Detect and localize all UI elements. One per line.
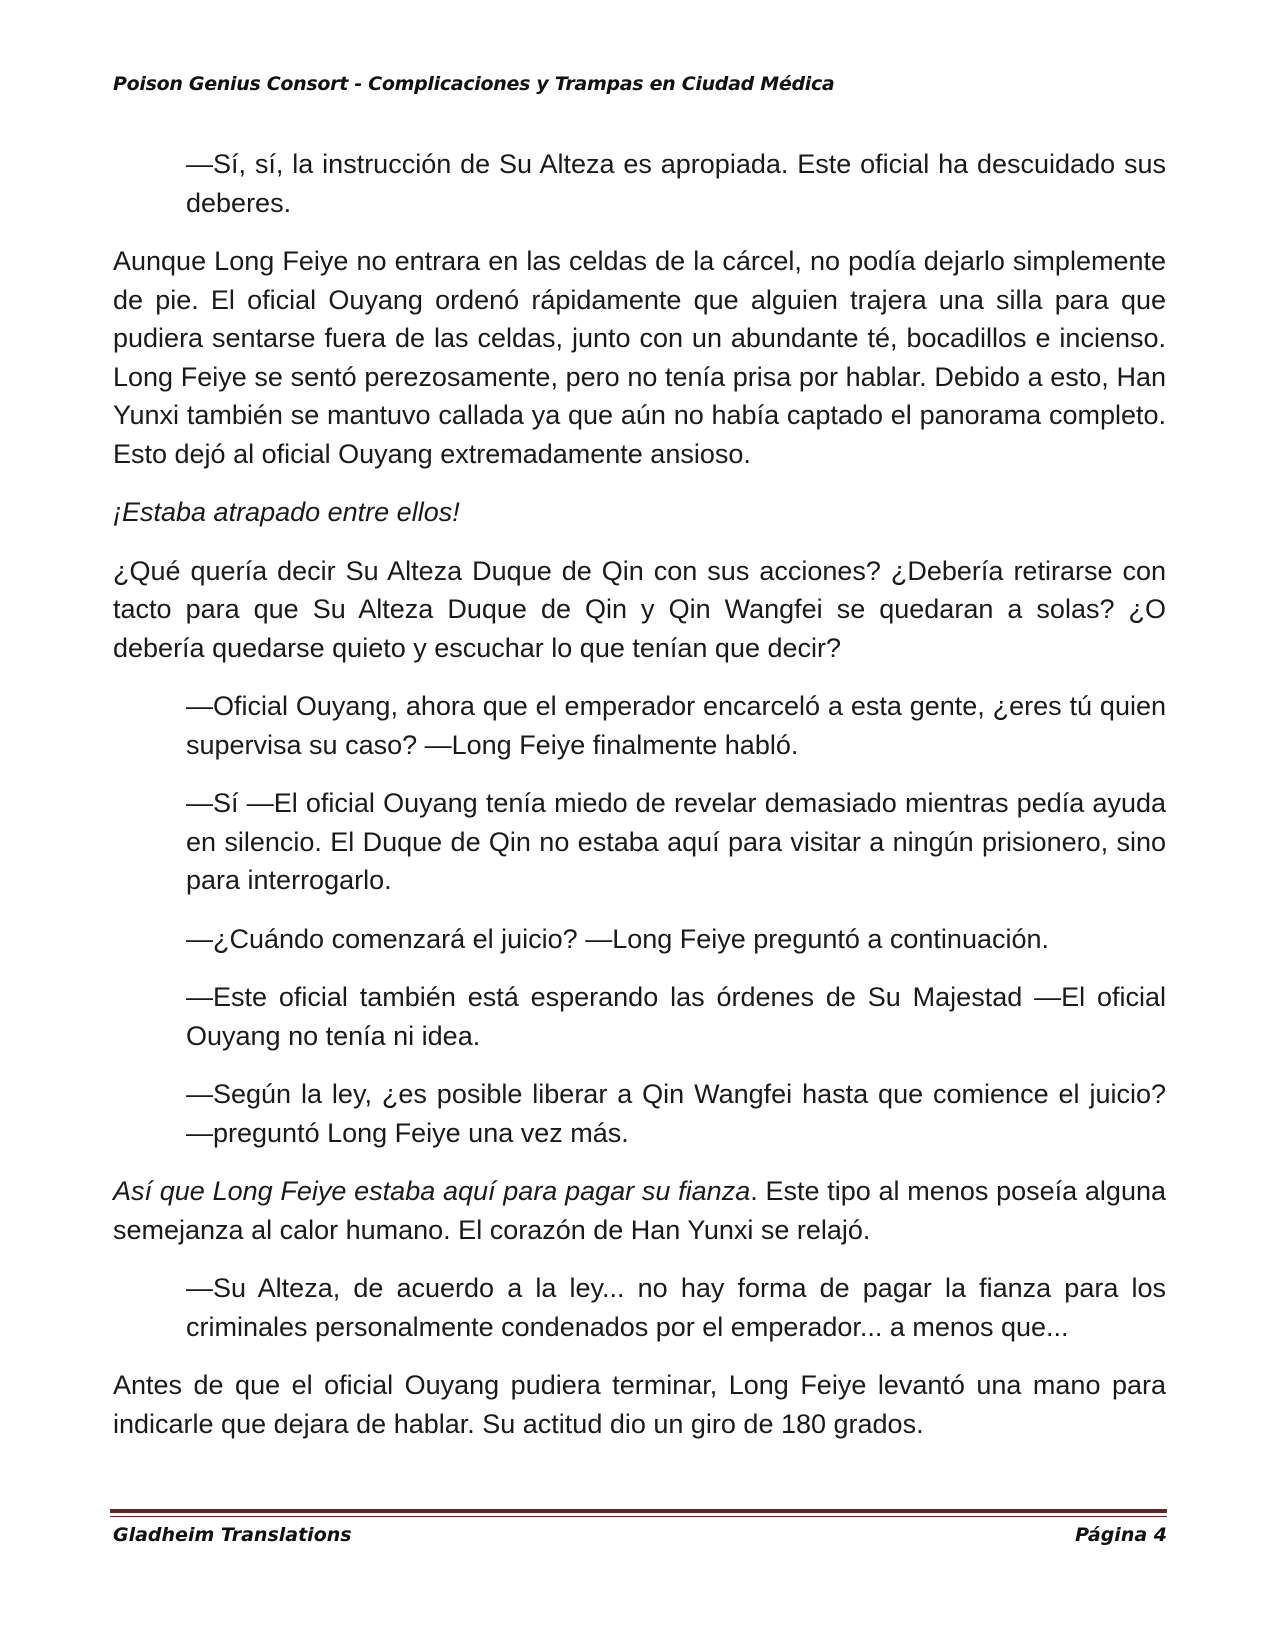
paragraph-5: —Oficial Ouyang, ahora que el emperador encarceló a esta gente, ¿eres tú quien supervisa su caso? —Long Feiye finalmente habló. <box>186 691 1166 760</box>
paragraph-2: Aunque Long Feiye no entrara en las celdas de la cárcel, no podía dejarlo simplemente de pie. El oficial Ouyang ordenó rápidamente que alguien trajera una silla para que pudiera sentarse fuera de las celdas, junto con un abundante té, bocadillos e incienso. Long Feiye se sentó perezosamente, pero no tenía prisa por hablar. Debido a esto, Han Yunxi también se mantuvo callada ya que aún no había captado el panorama completo. Esto dejó al oficial Ouyang extremadamente ansioso. <box>113 246 1166 469</box>
paragraph-10-rest: . Este tipo al menos poseía alguna semejanza al calor humano. El corazón de Han Yunxi se relajó. <box>113 1176 1166 1245</box>
paragraph-3: ¡Estaba atrapado entre ellos! <box>113 497 460 527</box>
paragraph-4: ¿Qué quería decir Su Alteza Duque de Qin con sus acciones? ¿Debería retirarse con tacto para que Su Alteza Duque de Qin y Qin Wangfei se quedaran a solas? ¿O debería quedarse quieto y escuchar lo que tenían que decir? <box>113 555 1166 663</box>
paragraph-8: —Este oficial también está esperando las órdenes de Su Majestad —El oficial Ouyang no tenía ni idea. <box>186 982 1166 1051</box>
running-header: Poison Genius Consort - Complicaciones y Trampas en Ciudad Médica <box>113 73 835 95</box>
paragraph-11: —Su Alteza, de acuerdo a la ley... no hay forma de pagar la fianza para los criminales personalmente condenados por el emperador... a menos que... <box>186 1273 1166 1342</box>
paragraph-1: —Sí, sí, la instrucción de Su Alteza es apropiada. Este oficial ha descuidado sus deberes. <box>186 149 1166 218</box>
body-text <box>113 145 1166 1463</box>
paragraph-7: —¿Cuándo comenzará el juicio? —Long Feiye preguntó a continuación. <box>186 923 1050 954</box>
footer-publisher: Gladheim Translations <box>113 1524 352 1546</box>
footer-rule-thin <box>110 1516 1167 1517</box>
paragraph-9: —Según la ley, ¿es posible liberar a Qin Wangfei hasta que comience el juicio? —preguntó Long Feiye una vez más. <box>186 1079 1166 1148</box>
paragraph-10 <box>113 1172 1166 1249</box>
footer-page-number: Página 4 <box>1075 1524 1167 1546</box>
paragraph-10-italic-lead: Así que Long Feiye estaba aquí para pagar su fianza <box>113 1176 751 1206</box>
paragraph-12: Antes de que el oficial Ouyang pudiera terminar, Long Feiye levantó una mano para indicarle que dejara de hablar. Su actitud dio un giro de 180 grados. <box>113 1370 1166 1439</box>
footer-rule-thick <box>110 1509 1167 1513</box>
paragraph-6: —Sí —El oficial Ouyang tenía miedo de revelar demasiado mientras pedía ayuda en silencio. El Duque de Qin no estaba aquí para visitar a ningún prisionero, sino para interrogarlo. <box>186 788 1166 895</box>
